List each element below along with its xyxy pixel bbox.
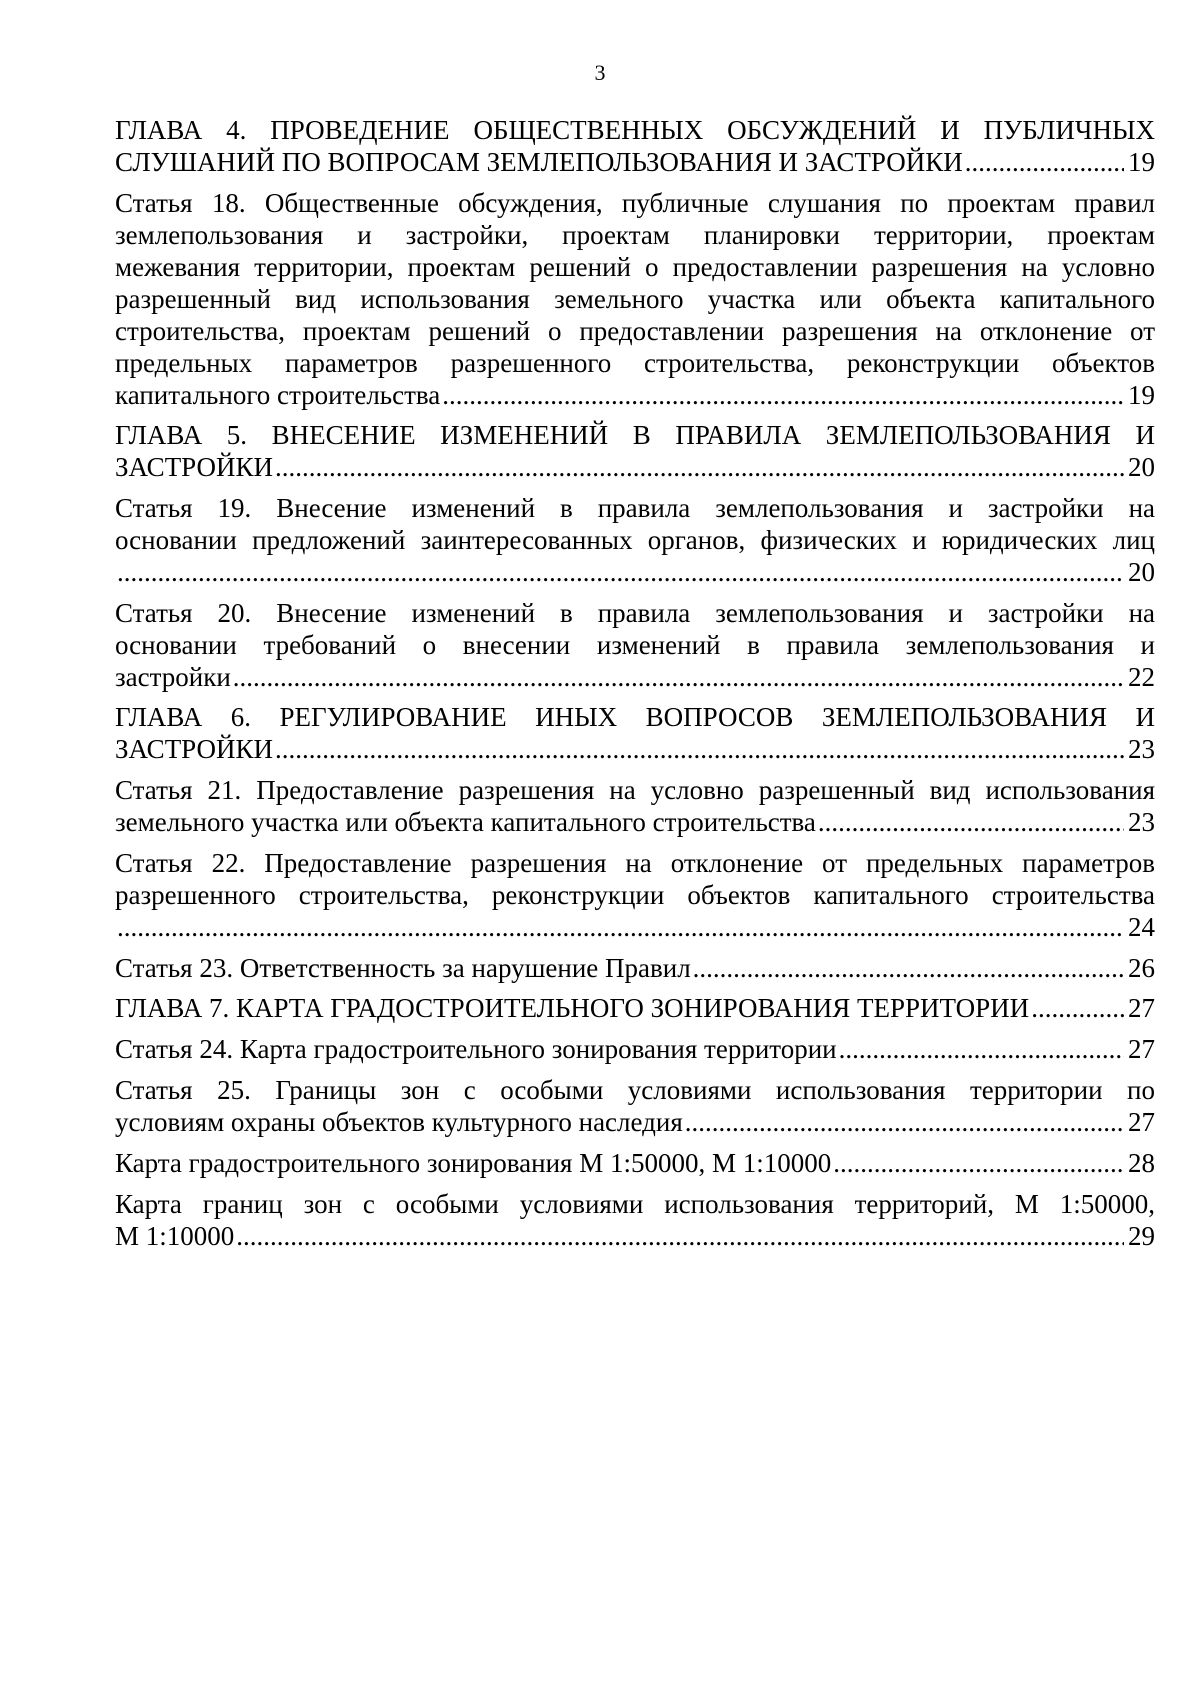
dot-leader: [231, 661, 1124, 693]
toc-entry-text: условиям охраны объектов культурного наследия: [115, 1107, 683, 1137]
toc-entry-line: Статья 19. Внесение изменений в правила землепользования и застройки на: [115, 493, 1155, 523]
toc-page-number: 27: [1128, 993, 1155, 1023]
toc-entry-text: М 1:10000: [115, 1221, 235, 1251]
toc-page-number: 19: [1128, 380, 1155, 410]
toc-page-number: 27: [1128, 1107, 1155, 1137]
toc-page-number: 23: [1128, 734, 1155, 764]
toc-entry-article[interactable]: [115, 952, 1155, 984]
toc-entry-article[interactable]: [115, 492, 1155, 588]
dot-leader: [440, 379, 1124, 411]
toc-entry-text: ГЛАВА 7. КАРТА ГРАДОСТРОИТЕЛЬНОГО ЗОНИРОВАНИЯ ТЕРРИТОРИИ: [115, 993, 1030, 1023]
toc-entry-line: Статья 21. Предоставление разрешения на условно разрешенный вид использования: [115, 775, 1155, 805]
toc-entry-line: строительства, проектам решений о предоставлении разрешения на отклонение от: [115, 316, 1155, 346]
toc-entry-last-line: [115, 911, 1155, 943]
toc-page-number: 19: [1128, 147, 1155, 177]
toc-entry-last-line: [115, 451, 1155, 483]
toc-entry-last-line: [115, 733, 1155, 765]
toc-entry-line: ГЛАВА 6. РЕГУЛИРОВАНИЕ ИНЫХ ВОПРОСОВ ЗЕМЛЕПОЛЬЗОВАНИЯ И: [115, 702, 1155, 732]
toc-page-number: 22: [1128, 662, 1155, 692]
toc-entry-last-line: [115, 661, 1155, 693]
dot-leader: [273, 733, 1124, 765]
dot-leader: [273, 451, 1124, 483]
toc-entry-last-line: [115, 556, 1155, 588]
toc-entry-line: землепользования и застройки, проектам планировки территории, проектам: [115, 220, 1155, 250]
toc-entry-article[interactable]: [115, 187, 1155, 411]
toc-entry-line: предельных параметров разрешенного строительства, реконструкции объектов: [115, 348, 1155, 378]
toc-page-number: 23: [1128, 807, 1155, 837]
toc-entry-text: ЗАСТРОЙКИ: [115, 452, 274, 482]
toc-page-number: 20: [1128, 452, 1155, 482]
toc-entry-article[interactable]: [115, 1147, 1155, 1179]
dot-leader: [837, 1033, 1124, 1065]
toc-page-number: 26: [1128, 953, 1155, 983]
toc-entry-article[interactable]: [115, 847, 1155, 943]
dot-leader: [963, 146, 1124, 178]
toc-page-number: 28: [1128, 1148, 1155, 1178]
toc-page-number: 20: [1128, 557, 1155, 587]
toc-entry-article[interactable]: [115, 1188, 1155, 1252]
toc-entry-line: Статья 22. Предоставление разрешения на отклонение от предельных параметров: [115, 848, 1155, 878]
dot-leader: [1029, 992, 1124, 1024]
dot-leader: [234, 1220, 1124, 1252]
toc-entry-text: СЛУШАНИЙ ПО ВОПРОСАМ ЗЕМЛЕПОЛЬЗОВАНИЯ И ЗАСТРОЙКИ: [115, 147, 963, 177]
dot-leader: [691, 952, 1124, 984]
toc-entry-line: разрешенный вид использования земельного участка или объекта капитального: [115, 284, 1155, 314]
toc-page-number: 27: [1128, 1034, 1155, 1064]
toc-entry-chapter[interactable]: [115, 992, 1155, 1024]
dot-leader: [831, 1147, 1124, 1179]
page-number: 3: [594, 60, 606, 85]
dot-leader: [115, 556, 1124, 588]
toc-entry-last-line: [115, 1220, 1155, 1252]
toc-entry-last-line: [115, 806, 1155, 838]
toc-entry-line: основании требований о внесении изменений в правила землепользования и: [115, 630, 1155, 660]
toc-entry-line: Статья 18. Общественные обсуждения, публичные слушания по проектам правил: [115, 188, 1155, 218]
toc-entry-article[interactable]: [115, 774, 1155, 838]
toc-entry-article[interactable]: [115, 1033, 1155, 1065]
toc-entry-line: ГЛАВА 4. ПРОВЕДЕНИЕ ОБЩЕСТВЕННЫХ ОБСУЖДЕНИЙ И ПУБЛИЧНЫХ: [115, 115, 1155, 145]
toc-entry-line: Статья 25. Границы зон с особыми условиями использования территории по: [115, 1075, 1155, 1105]
toc-entry-text: капитального строительства: [115, 380, 441, 410]
toc-entry-last-line: [115, 1106, 1155, 1138]
toc-entry-last-line: [115, 146, 1155, 178]
toc-entry-text: застройки: [115, 662, 231, 692]
toc-entry-line: разрешенного строительства, реконструкции объектов капитального строительства: [115, 880, 1155, 910]
dot-leader: [683, 1106, 1124, 1138]
toc-entry-text: ЗАСТРОЙКИ: [115, 734, 274, 764]
toc-entry-text: Карта градостроительного зонирования М 1:50000, М 1:10000: [115, 1148, 832, 1178]
toc-entry-line: ГЛАВА 5. ВНЕСЕНИЕ ИЗМЕНЕНИЙ В ПРАВИЛА ЗЕМЛЕПОЛЬЗОВАНИЯ И: [115, 420, 1155, 450]
toc-entry-chapter[interactable]: [115, 419, 1155, 483]
toc-entry-line: основании предложений заинтересованных органов, физических и юридических лиц: [115, 525, 1155, 555]
table-of-contents: [115, 114, 1155, 1252]
toc-entry-article[interactable]: [115, 597, 1155, 693]
toc-entry-text: Статья 23. Ответственность за нарушение Правил: [115, 953, 691, 983]
toc-entry-chapter[interactable]: [115, 114, 1155, 178]
toc-entry-chapter[interactable]: [115, 701, 1155, 765]
toc-entry-line: Статья 20. Внесение изменений в правила землепользования и застройки на: [115, 598, 1155, 628]
toc-entry-article[interactable]: [115, 1074, 1155, 1138]
toc-entry-line: межевания территории, проектам решений о предоставлении разрешения на условно: [115, 252, 1155, 282]
toc-entry-line: Карта границ зон с особыми условиями использования территорий, М 1:50000,: [115, 1189, 1155, 1219]
dot-leader: [115, 911, 1124, 943]
toc-entry-last-line: [115, 1147, 1155, 1179]
toc-entry-last-line: [115, 1033, 1155, 1065]
toc-entry-last-line: [115, 952, 1155, 984]
toc-entry-text: Статья 24. Карта градостроительного зонирования территории: [115, 1034, 837, 1064]
toc-page-number: 24: [1128, 912, 1155, 942]
toc-entry-last-line: [115, 992, 1155, 1024]
toc-entry-text: земельного участка или объекта капитального строительства: [115, 807, 816, 837]
toc-page-number: 29: [1128, 1221, 1155, 1251]
toc-entry-last-line: [115, 379, 1155, 411]
dot-leader: [816, 806, 1124, 838]
